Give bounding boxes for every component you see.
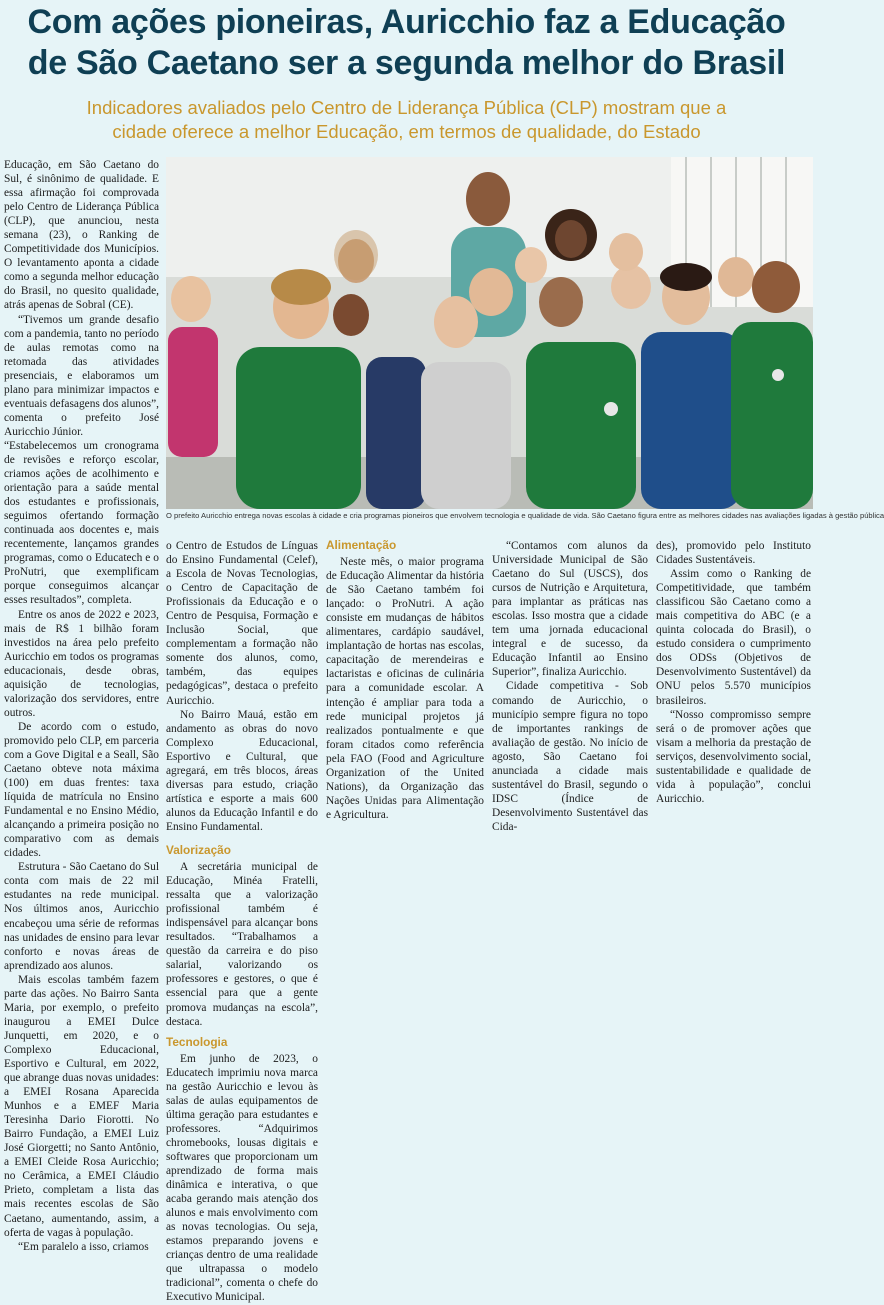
paragraph: o Centro de Estudos de Línguas do Ensino Fundamental (Celef), a Escola de Novas Tecnologias, o Centro de Capacitação de Profissionais da Educação e o Centro de Pesquisa, Formação e Inclusão Social, que complementam a formação não somente dos alunos, como, também, das equipes pedagógicas”, destaca o prefeito Auricchio.: [166, 540, 318, 707]
paragraph: Mais escolas também fazem parte das ações. No Bairro Santa Maria, por exemplo, o prefeito inaugurou a EMEI Dulce Junquetti, em 2020, e o Complexo Educacional, Esportivo e Cultural, em 2022, que abrange duas novas unidades: a EMEI Rosana Aparecida Munhos e a EMEF Maria Teresinha Dario Fiorotti. No Bairro Fundação, a EMEI Luiz José Giorgetti; no Santo Antônio, a EMEI Cleide Rosa Auricchio; no Cerâmica, a EMEI Cláudio Prieto, completam a lista das mais recentes escolas de São Caetano, aumentando, assim, a oferta de vagas à população.: [4, 973, 159, 1239]
paragraph: “Estabelecemos um cronograma de revisões e reforço escolar, criamos ações de acolhimento e orientação para a saúde mental dos estudantes e profissionais, seguimos ofertando formação continuada aos docentes e, mais recentemente, lançamos grandes programas, como o Educatech e o ProNutri, que exemplificam porque conseguimos alcançar esses resultados”, completa.: [4, 439, 159, 607]
section-heading-tecnologia: Tecnologia: [166, 1034, 228, 1049]
paragraph: Neste mês, o maior programa de Educação Alimentar da história de São Caetano também foi lançado: o ProNutri. A ação consiste em mudanças de hábitos alimentares, cardápio saudável, implantação de hortas nas escolas, capacitação de merendeiras e lactaristas e oficinas de culinária para a comunidade escolar. A intenção é ampliar para toda a rede municipal projetos já realizados pontualmente e que foram citados como referência pela FAO (Food and Agriculture Organization of the United Nations), da Organização das Nações Unidas para Alimentação e Agricultura.: [326, 556, 484, 821]
paragraph: Entre os anos de 2022 e 2023, mais de R$ 1 bilhão foram investidos na área pelo prefeito Auricchio em todos os programas educacionais, desde obras, aquisição de tecnologias, valorização dos servidores, entre outros.: [4, 608, 159, 719]
subheadline-line-1: Indicadores avaliados pelo Centro de Liderança Pública (CLP) mostram que a: [86, 97, 727, 118]
article-column-2: [166, 539, 318, 833]
paragraph: No Bairro Mauá, estão em andamento as obras do novo Complexo Educacional, Esportivo e Cultural, que agregará, em três blocos, áreas diversas para estudo, criação artística e esporte a mais 600 alunos da Educação Infantil e do Ensino Fundamental.: [166, 708, 318, 833]
paragraph: “Contamos com alunos da Universidade Municipal de São Caetano do Sul (USCS), dos cursos de Nutrição e Arquitetura, para implantar as práticas nas escolas. Isso mostra que a cidade tem uma jornada educacional integral e de sucesso, da Educação Infantil ao Ensino Superior”, finaliza Auricchio.: [492, 540, 648, 679]
photo-caption: O prefeito Auricchio entrega novas escolas à cidade e cria programas pioneiros que envolvem tecnologia e qualidade de vida. São Caetano figura entre as melhores cidades nas avaliações ligadas à gestão pública: [166, 511, 884, 520]
paragraph: des), promovido pelo Instituto Cidades Sustentáveis.: [656, 540, 811, 567]
article-column-4: [492, 539, 648, 833]
paragraph: “Tivemos um grande desafio com a pandemia, tanto no período de aulas remotas como na retomada das atividades presenciais, e elaboramos um plano para minimizar impactos e eventuais defasagens dos alunos”, comenta o prefeito José Auricchio Júnior.: [4, 313, 159, 438]
section-heading-valorizacao: Valorização: [166, 843, 231, 857]
paragraph: De acordo com o estudo, promovido pelo CLP, em parceria com a Gove Digital e a Seall, São Caetano obteve nota máxima (100) em duas frentes: taxa líquida de matrícula no Ensino Fundamental e no Ensino Médio, alcançando a primeira posição no comparativo com as demais cidades.: [4, 720, 159, 860]
article-column-1: [4, 158, 159, 1281]
article-column-2-lower: [166, 837, 318, 1304]
paragraph: Cidade competitiva - Sob comando de Auricchio, o município sempre figura no topo de importantes rankings de avaliação de gestão. No início de agosto, São Caetano foi anunciada a cidade mais sustentável do Brasil, segundo o IDSC (Índice de Desenvolvimento Sustentável das Cida-: [492, 680, 648, 833]
paragraph: Em junho de 2023, o Educatech imprimiu nova marca na gestão Auricchio e levou às salas de aulas equipamentos de última geração para estudantes e professores. “Adquirimos chromebooks, lousas digitais e softwares que proporcionam um aprendizado de forma mais dinâmica e interativa, o que acaba gerando mais atenção dos alunos e mais envolvimento com as novas tecnologias. Ou seja, estamos preparando jovens e crianças dentro de uma realidade que ultrapassa o modelo tradicional”, comenta o chefe do Executivo Municipal.: [166, 1052, 318, 1304]
paragraph: A secretária municipal de Educação, Minéa Fratelli, ressalta que a valorização profissional também é indispensável para alcançar bons resultados. “Trabalhamos a questão da carreira e do piso salarial, valorizando os professores e gestores, o que é essencial para que a gente promova mudanças na escola”, destaca.: [166, 861, 318, 1028]
paragraph: Estrutura - São Caetano do Sul conta com mais de 22 mil estudantes na rede municipal. Nos últimos anos, Auricchio encabeçou uma série de reformas nas unidades de ensino para levar conforto e novas áreas de aprendizado aos alunos.: [4, 861, 159, 972]
photo-illustration: [166, 157, 813, 509]
group-photo: [166, 157, 813, 509]
paragraph: “Nosso compromisso sempre será o de promover ações que visam a melhoria da prestação de serviços, desenvolvimento social, sustentabilidade e qualidade de vida à população”, conclui Auricchio.: [656, 708, 811, 805]
headline-line-1: Com ações pioneiras, Auricchio faz a Educação: [27, 3, 786, 41]
article-column-5: [656, 539, 811, 829]
paragraph: Educação, em São Caetano do Sul, é sinônimo de qualidade. E essa afirmação foi comprovada pelo Centro de Liderança Pública (CLP), que anunciou, nesta semana (23), o Ranking de Competitividade dos Municípios. O levantamento aponta a cidade como a segunda melhor educação do Brasil, no quesito qualidade, atrás apenas de Sobral (CE).: [4, 159, 159, 312]
headline-line-2: de São Caetano ser a segunda melhor do Brasil: [27, 44, 786, 82]
article-column-3: [326, 538, 484, 828]
subheadline-line-2: cidade oferece a melhor Educação, em termos de qualidade, do Estado: [112, 121, 701, 142]
section-heading-alimentacao: Alimentação: [326, 538, 397, 552]
paragraph: “Em paralelo a isso, criamos: [18, 1240, 149, 1253]
headline: [0, 2, 813, 84]
subheadline: [20, 96, 793, 144]
paragraph: Assim como o Ranking de Competitividade, que também classificou São Caetano como a mais competitiva do ABC (e a quinta colocada do Brasil), o estudo considera o cumprimento dos ODSs (Objetivos de Desenvolvimento Sustentável) da ONU pelos 5.570 municípios brasileiros.: [656, 568, 811, 707]
